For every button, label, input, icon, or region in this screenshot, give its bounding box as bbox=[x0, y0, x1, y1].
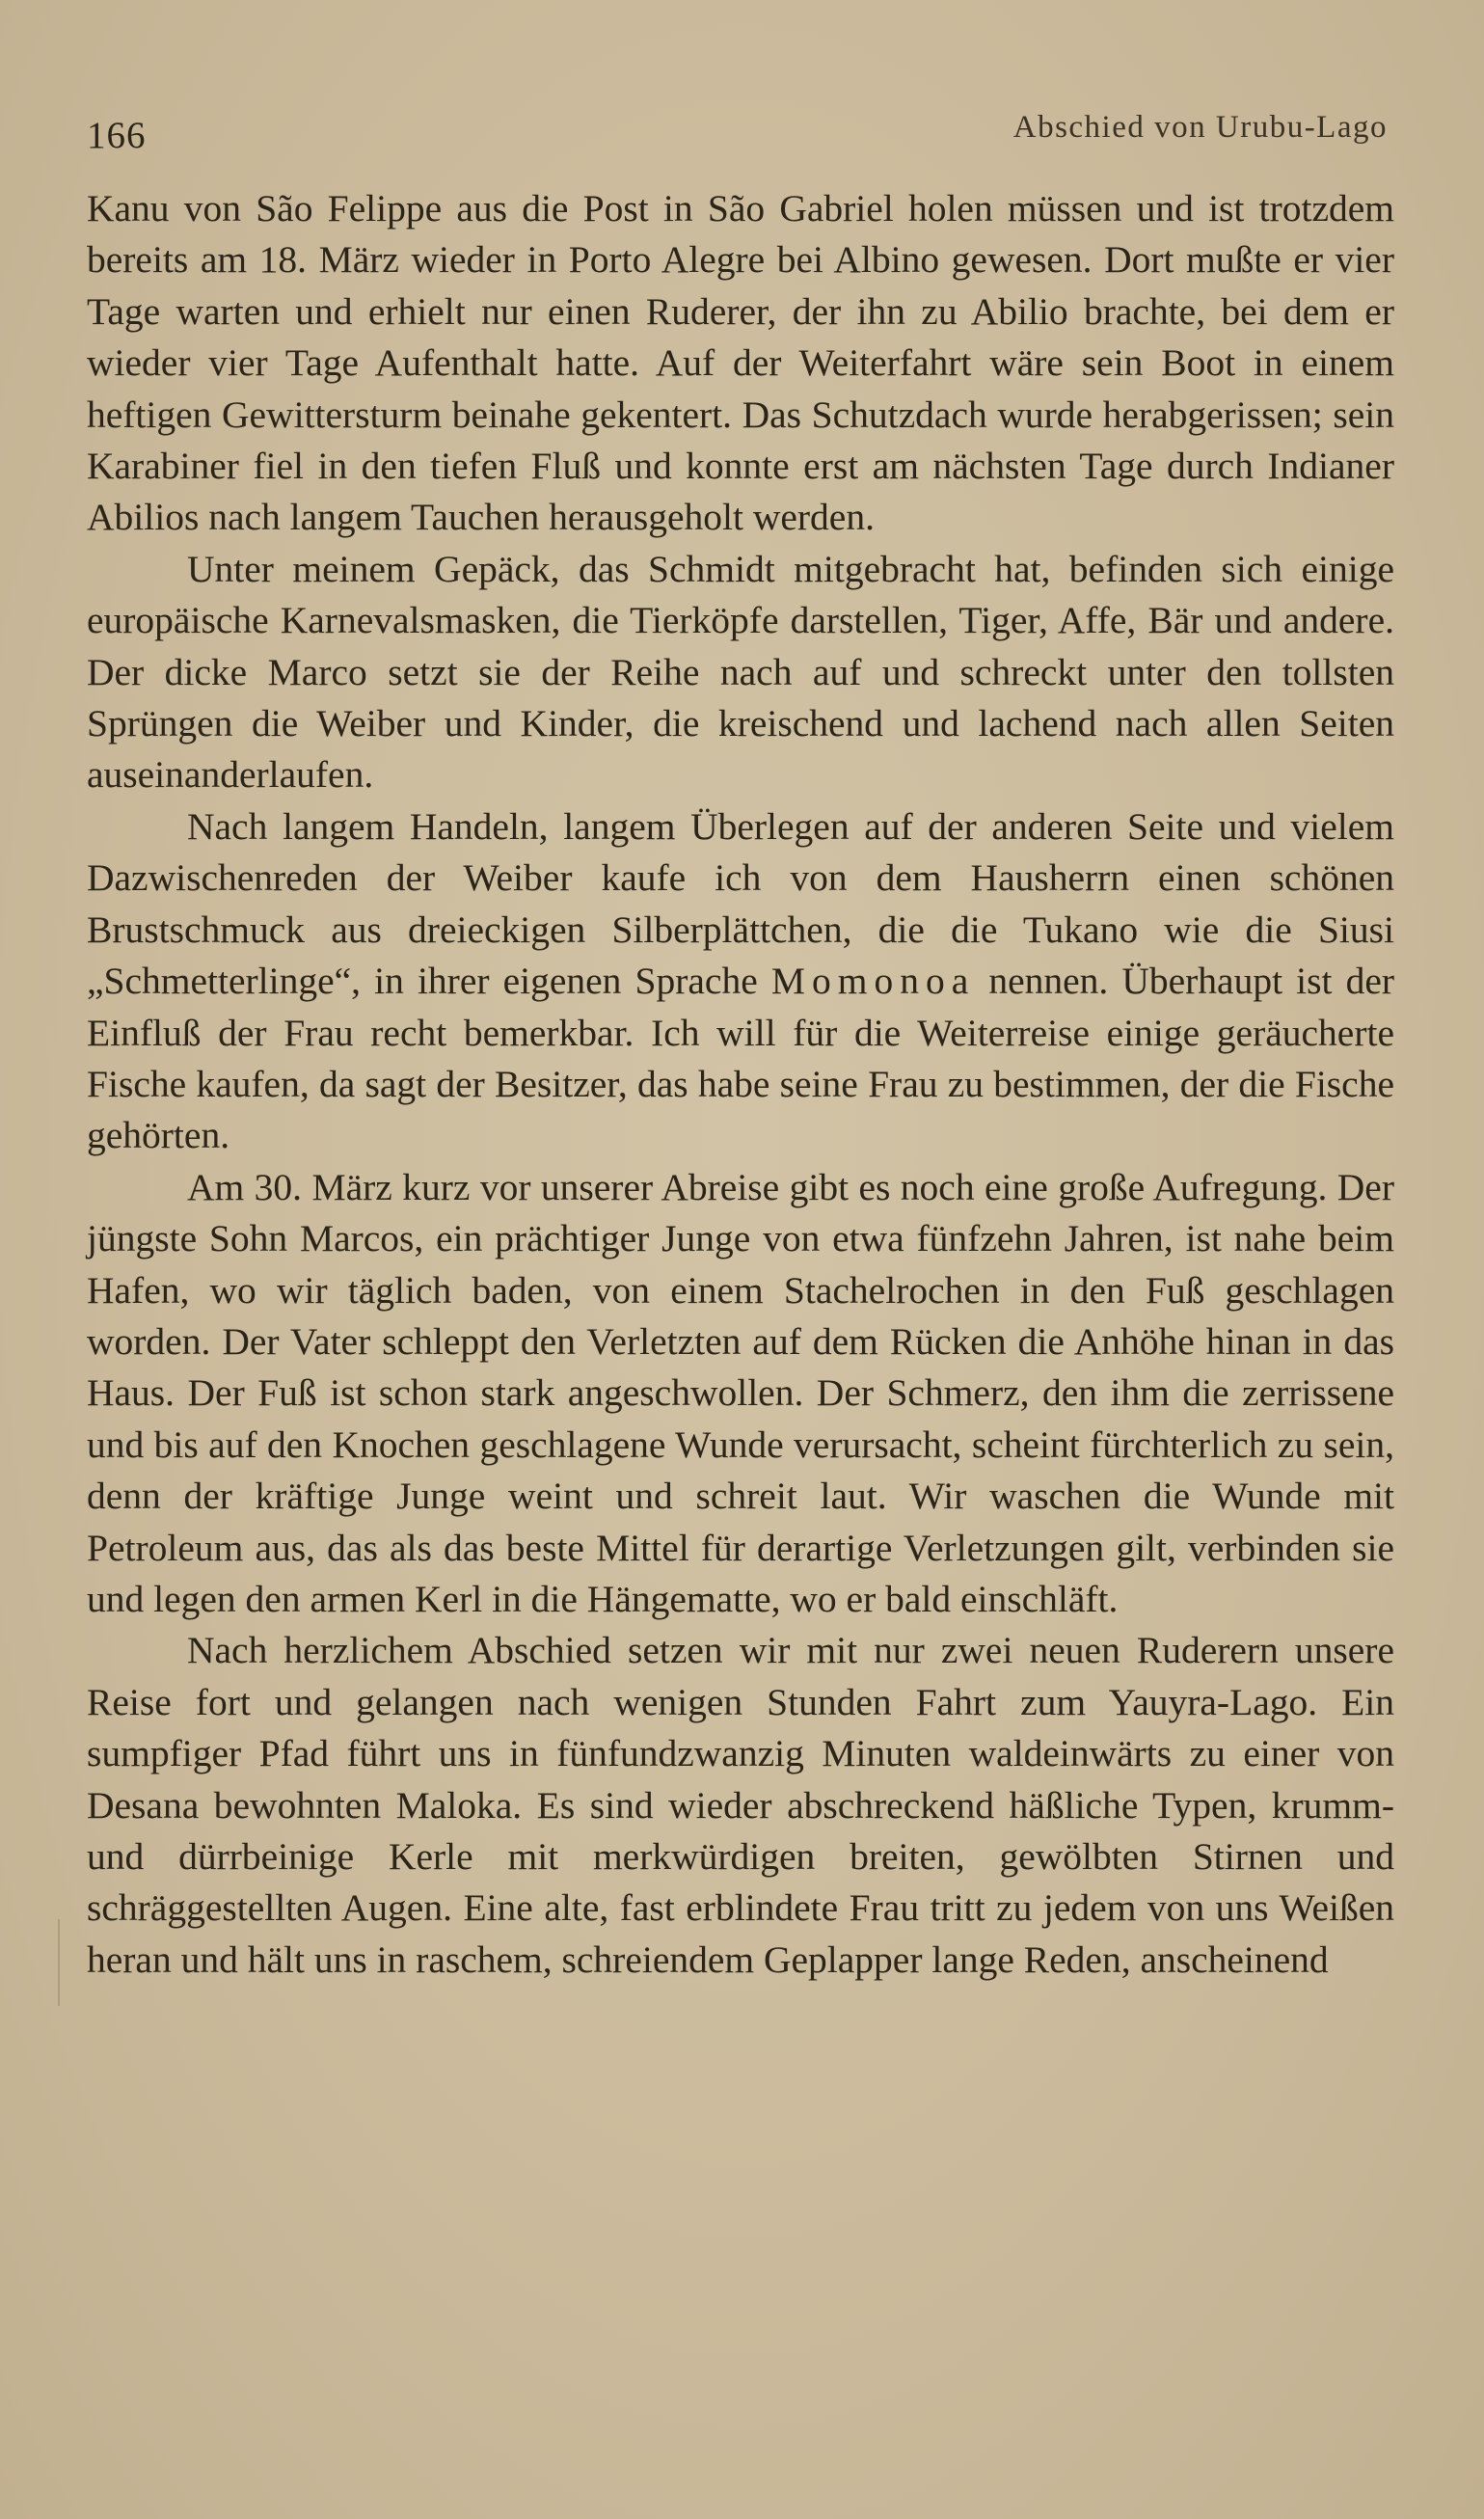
page-number: 166 bbox=[87, 115, 147, 156]
paragraph-3 bbox=[87, 801, 1394, 1162]
page-header bbox=[87, 104, 1388, 156]
margin-pencil-mark bbox=[58, 1919, 60, 2006]
paragraph-3-text-after: nennen. Überhaupt ist der Einfluß der Frau recht bemerkbar. Ich will für die Weiterreise einige geräucherte Fische kaufen, da sagt der Besitzer, das habe seine Frau zu bestimmen, der die Fische gehörten. bbox=[87, 960, 1395, 1157]
spaced-word-momonoa: Momonoa bbox=[770, 960, 976, 1003]
paragraph-4: Am 30. März kurz vor unserer Abreise gibt es noch eine große Aufregung. Der jüngste Sohn Marcos, ein prächtiger Junge von etwa fünfzehn Jahren, ist nahe beim Hafen, wo wir täglich baden, von einem Stachelrochen in den Fuß geschlagen worden. Der Vater schleppt den Verletzten auf dem Rücken die Anhöhe hinan in das Haus. Der Fuß ist schon stark angeschwollen. Der Schmerz, den ihm die zerrissene und bis auf den Knochen geschlagene Wunde verursacht, scheint fürchterlich zu sein, denn der kräftige Junge weint und schreit laut. Wir waschen die Wunde mit Petroleum aus, das als das beste Mittel für derartige Verletzungen gilt, verbinden sie und legen den armen Kerl in die Hängematte, wo er bald einschläft. bbox=[87, 1165, 1394, 1620]
running-head: Abschied von Urubu-Lago bbox=[1012, 110, 1388, 145]
paragraph-1: Kanu von São Felippe aus die Post in São Gabriel holen müssen und ist trotzdem bereits am 18. März wieder in Porto Alegre bei Albino gewesen. Dort mußte er vier Tage warten und erhielt nur einen Ruderer, der ihn zu Abilio brachte, bei dem er wieder vier Tage Aufenthalt hatte. Auf der Weiterfahrt wäre sein Boot in einem heftigen Gewittersturm beinahe gekentert. Das Schutzdach wurde herabgerissen; sein Karabiner fiel in den tiefen Fluß und konnte erst am nächsten Tage durch Indianer Abilios nach langem Tauchen herausgeholt werden. bbox=[87, 187, 1394, 539]
paragraph-3-text-before: Nach langem Handeln, langem Überlegen auf der anderen Seite und vielem Dazwischenreden der Weiber kaufe ich von dem Hausherrn einen schönen Brustschmuck aus dreieckigen Silberplättchen, die die Tukano wie die Siusi „Schmetterlinge“, in ihrer eigenen Sprache bbox=[87, 804, 1394, 1003]
body-text bbox=[87, 183, 1394, 1986]
paragraph-5: Nach herzlichem Abschied setzen wir mit nur zwei neuen Ruderern unsere Reise fort und gelangen nach wenigen Stunden Fahrt zum Yauyra-Lago. Ein sumpfiger Pfad führt uns in fünfundzwanzig Minuten waldeinwärts zu einer von Desana bewohnten Maloka. Es sind wieder abschreckend häßliche Typen, krumm- und dürrbeinige Kerle mit merkwürdigen breiten, gewölbten Stirnen und schräggestellten Augen. Eine alte, fast erblindete Frau tritt zu jedem von uns Weißen heran und hält uns in raschem, schreiendem Geplapper lange Reden, anscheinend bbox=[87, 1629, 1394, 1981]
paragraph-2: Unter meinem Gepäck, das Schmidt mitgebracht hat, befinden sich einige europäische Karnevalsmasken, die Tierköpfe darstellen, Tiger, Affe, Bär und andere. Der dicke Marco setzt sie der Reihe nach auf und schreckt unter den tollsten Sprüngen die Weiber und Kinder, die kreischend und lachend nach allen Seiten auseinanderlaufen. bbox=[87, 547, 1394, 797]
